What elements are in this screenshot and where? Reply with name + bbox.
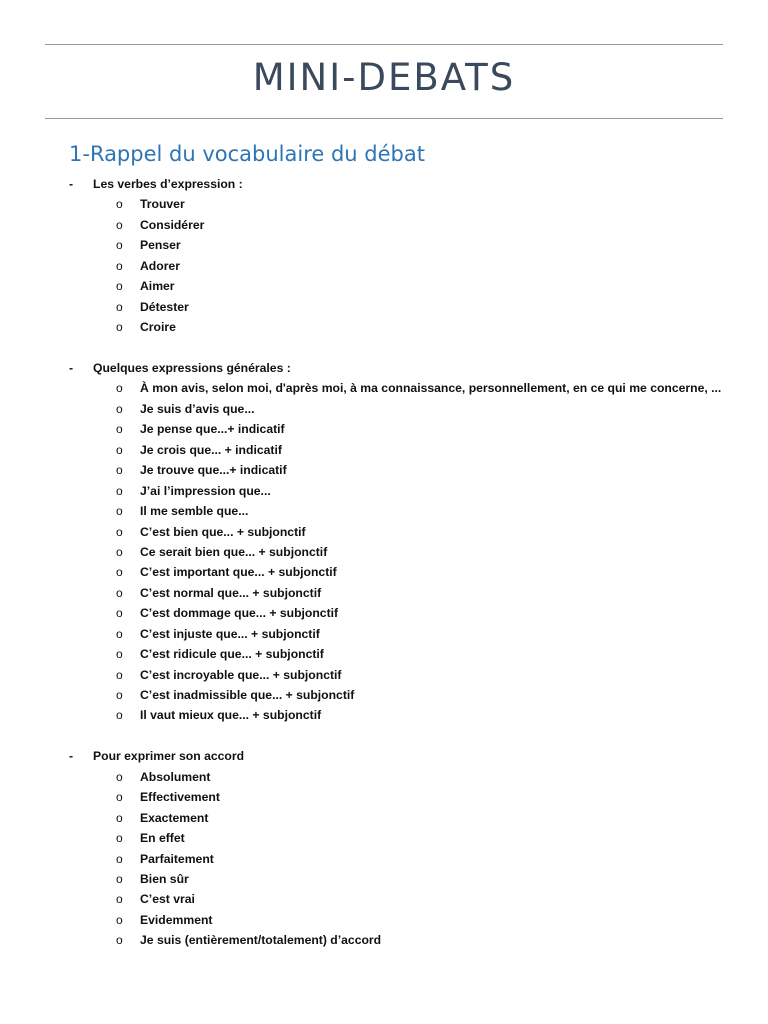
vocab-section [0,174,768,338]
list-item-text: Je trouve que...+ indicatif [140,463,287,478]
circle-bullet: o [116,769,123,784]
list-item-text: Je pense que...+ indicatif [140,422,285,437]
circle-bullet: o [116,851,123,866]
circle-bullet: o [116,667,123,682]
list-item [0,460,768,480]
circle-bullet: o [116,810,123,825]
circle-bullet: o [116,933,123,948]
circle-bullet: o [116,320,123,335]
list-item [0,276,768,296]
list-item-text: À mon avis, selon moi, d'après moi, à ma connaissance, personnellement, en ce qui me concerne, ... [140,381,722,396]
list-item-text: Bien sûr [140,872,189,886]
circle-bullet: o [116,238,123,253]
section-label-line [0,358,768,378]
list-item [0,542,768,562]
list-item [0,624,768,644]
vocab-section [0,358,768,726]
circle-bullet: o [116,217,123,232]
list-item-text: C’est dommage que... + subjonctif [140,606,339,621]
list-item-text: Il me semble que... [140,504,249,519]
list-item [0,440,768,460]
list-item [0,808,768,828]
list-item [0,378,768,398]
list-item-text: C’est injuste que... + subjonctif [140,626,320,641]
list-item-text: Il vaut mieux que... + subjonctif [140,708,322,723]
list-item [0,603,768,623]
list-item [0,869,768,889]
circle-bullet: o [116,892,123,907]
circle-bullet: o [116,504,123,519]
circle-bullet: o [116,790,123,805]
list-item-text: C’est inadmissible que... + subjonctif [140,688,355,702]
list-item-text: C’est vrai [140,892,195,907]
section-heading: 1-Rappel du vocabulaire du débat [69,142,425,166]
list-item [0,849,768,869]
section-label: Les verbes d’expression : [93,177,243,191]
list-item [0,562,768,582]
list-item-text: Adorer [140,258,180,273]
vocabulary-content [0,174,768,971]
circle-bullet: o [116,688,123,702]
list-item-text: Aimer [140,279,175,294]
section-label-line [0,174,768,194]
list-item [0,297,768,317]
list-item [0,930,768,950]
list-item-text: C’est ridicule que... + subjonctif [140,647,324,662]
list-item-text: Croire [140,320,176,335]
list-item-text: Effectivement [140,790,220,805]
dash-bullet: - [69,177,74,191]
list-item [0,235,768,255]
circle-bullet: o [116,463,123,478]
list-item [0,317,768,337]
list-item-text: Parfaitement [140,851,214,866]
list-item [0,787,768,807]
list-item [0,767,768,787]
circle-bullet: o [116,197,123,212]
circle-bullet: o [116,872,123,886]
list-item-text: Détester [140,299,189,314]
circle-bullet: o [116,544,123,559]
list-item [0,889,768,909]
list-item [0,501,768,521]
top-rule [45,44,723,45]
list-item-text: Considérer [140,217,205,232]
list-item [0,685,768,705]
document-title: MINI-DEBATS [252,56,516,99]
circle-bullet: o [116,401,123,416]
list-item [0,705,768,725]
list-item-text: C’est bien que... + subjonctif [140,524,306,539]
list-item [0,256,768,276]
list-item [0,194,768,214]
circle-bullet: o [116,912,123,927]
circle-bullet: o [116,442,123,457]
list-item [0,215,768,235]
circle-bullet: o [116,626,123,641]
list-item-text: C’est incroyable que... + subjonctif [140,667,342,682]
list-item-text: C’est normal que... + subjonctif [140,585,322,600]
list-item [0,828,768,848]
circle-bullet: o [116,585,123,600]
circle-bullet: o [116,422,123,437]
dash-bullet: - [69,361,74,375]
vocab-section [0,746,768,950]
dash-bullet: - [69,749,74,764]
circle-bullet: o [116,606,123,621]
circle-bullet: o [116,647,123,662]
section-label: Quelques expressions générales : [93,361,291,375]
list-item [0,583,768,603]
list-item [0,644,768,664]
list-item-text: Ce serait bien que... + subjonctif [140,544,328,559]
section-label-line [0,746,768,766]
list-item [0,522,768,542]
circle-bullet: o [116,483,123,498]
list-item-text: J’ai l’impression que... [140,483,271,498]
list-item [0,419,768,439]
list-item-text: Je suis (entièrement/totalement) d’accord [140,933,382,948]
list-item-text: Trouver [140,197,185,212]
list-item-text: Penser [140,238,181,253]
circle-bullet: o [116,279,123,294]
list-item-text: Je crois que... + indicatif [140,442,282,457]
list-item-text: Absolument [140,769,211,784]
list-item [0,481,768,501]
list-item [0,910,768,930]
list-item-text: C’est important que... + subjonctif [140,565,337,580]
circle-bullet: o [116,708,123,723]
list-item [0,665,768,685]
circle-bullet: o [116,258,123,273]
list-item-text: Evidemment [140,912,213,927]
list-item-text: En effet [140,831,185,846]
list-item-text: Exactement [140,810,209,825]
bottom-rule [45,118,723,119]
list-item [0,399,768,419]
circle-bullet: o [116,381,123,396]
circle-bullet: o [116,524,123,539]
circle-bullet: o [116,831,123,846]
list-item-text: Je suis d’avis que... [140,401,255,416]
section-label: Pour exprimer son accord [93,749,245,764]
circle-bullet: o [116,565,123,580]
circle-bullet: o [116,299,123,314]
